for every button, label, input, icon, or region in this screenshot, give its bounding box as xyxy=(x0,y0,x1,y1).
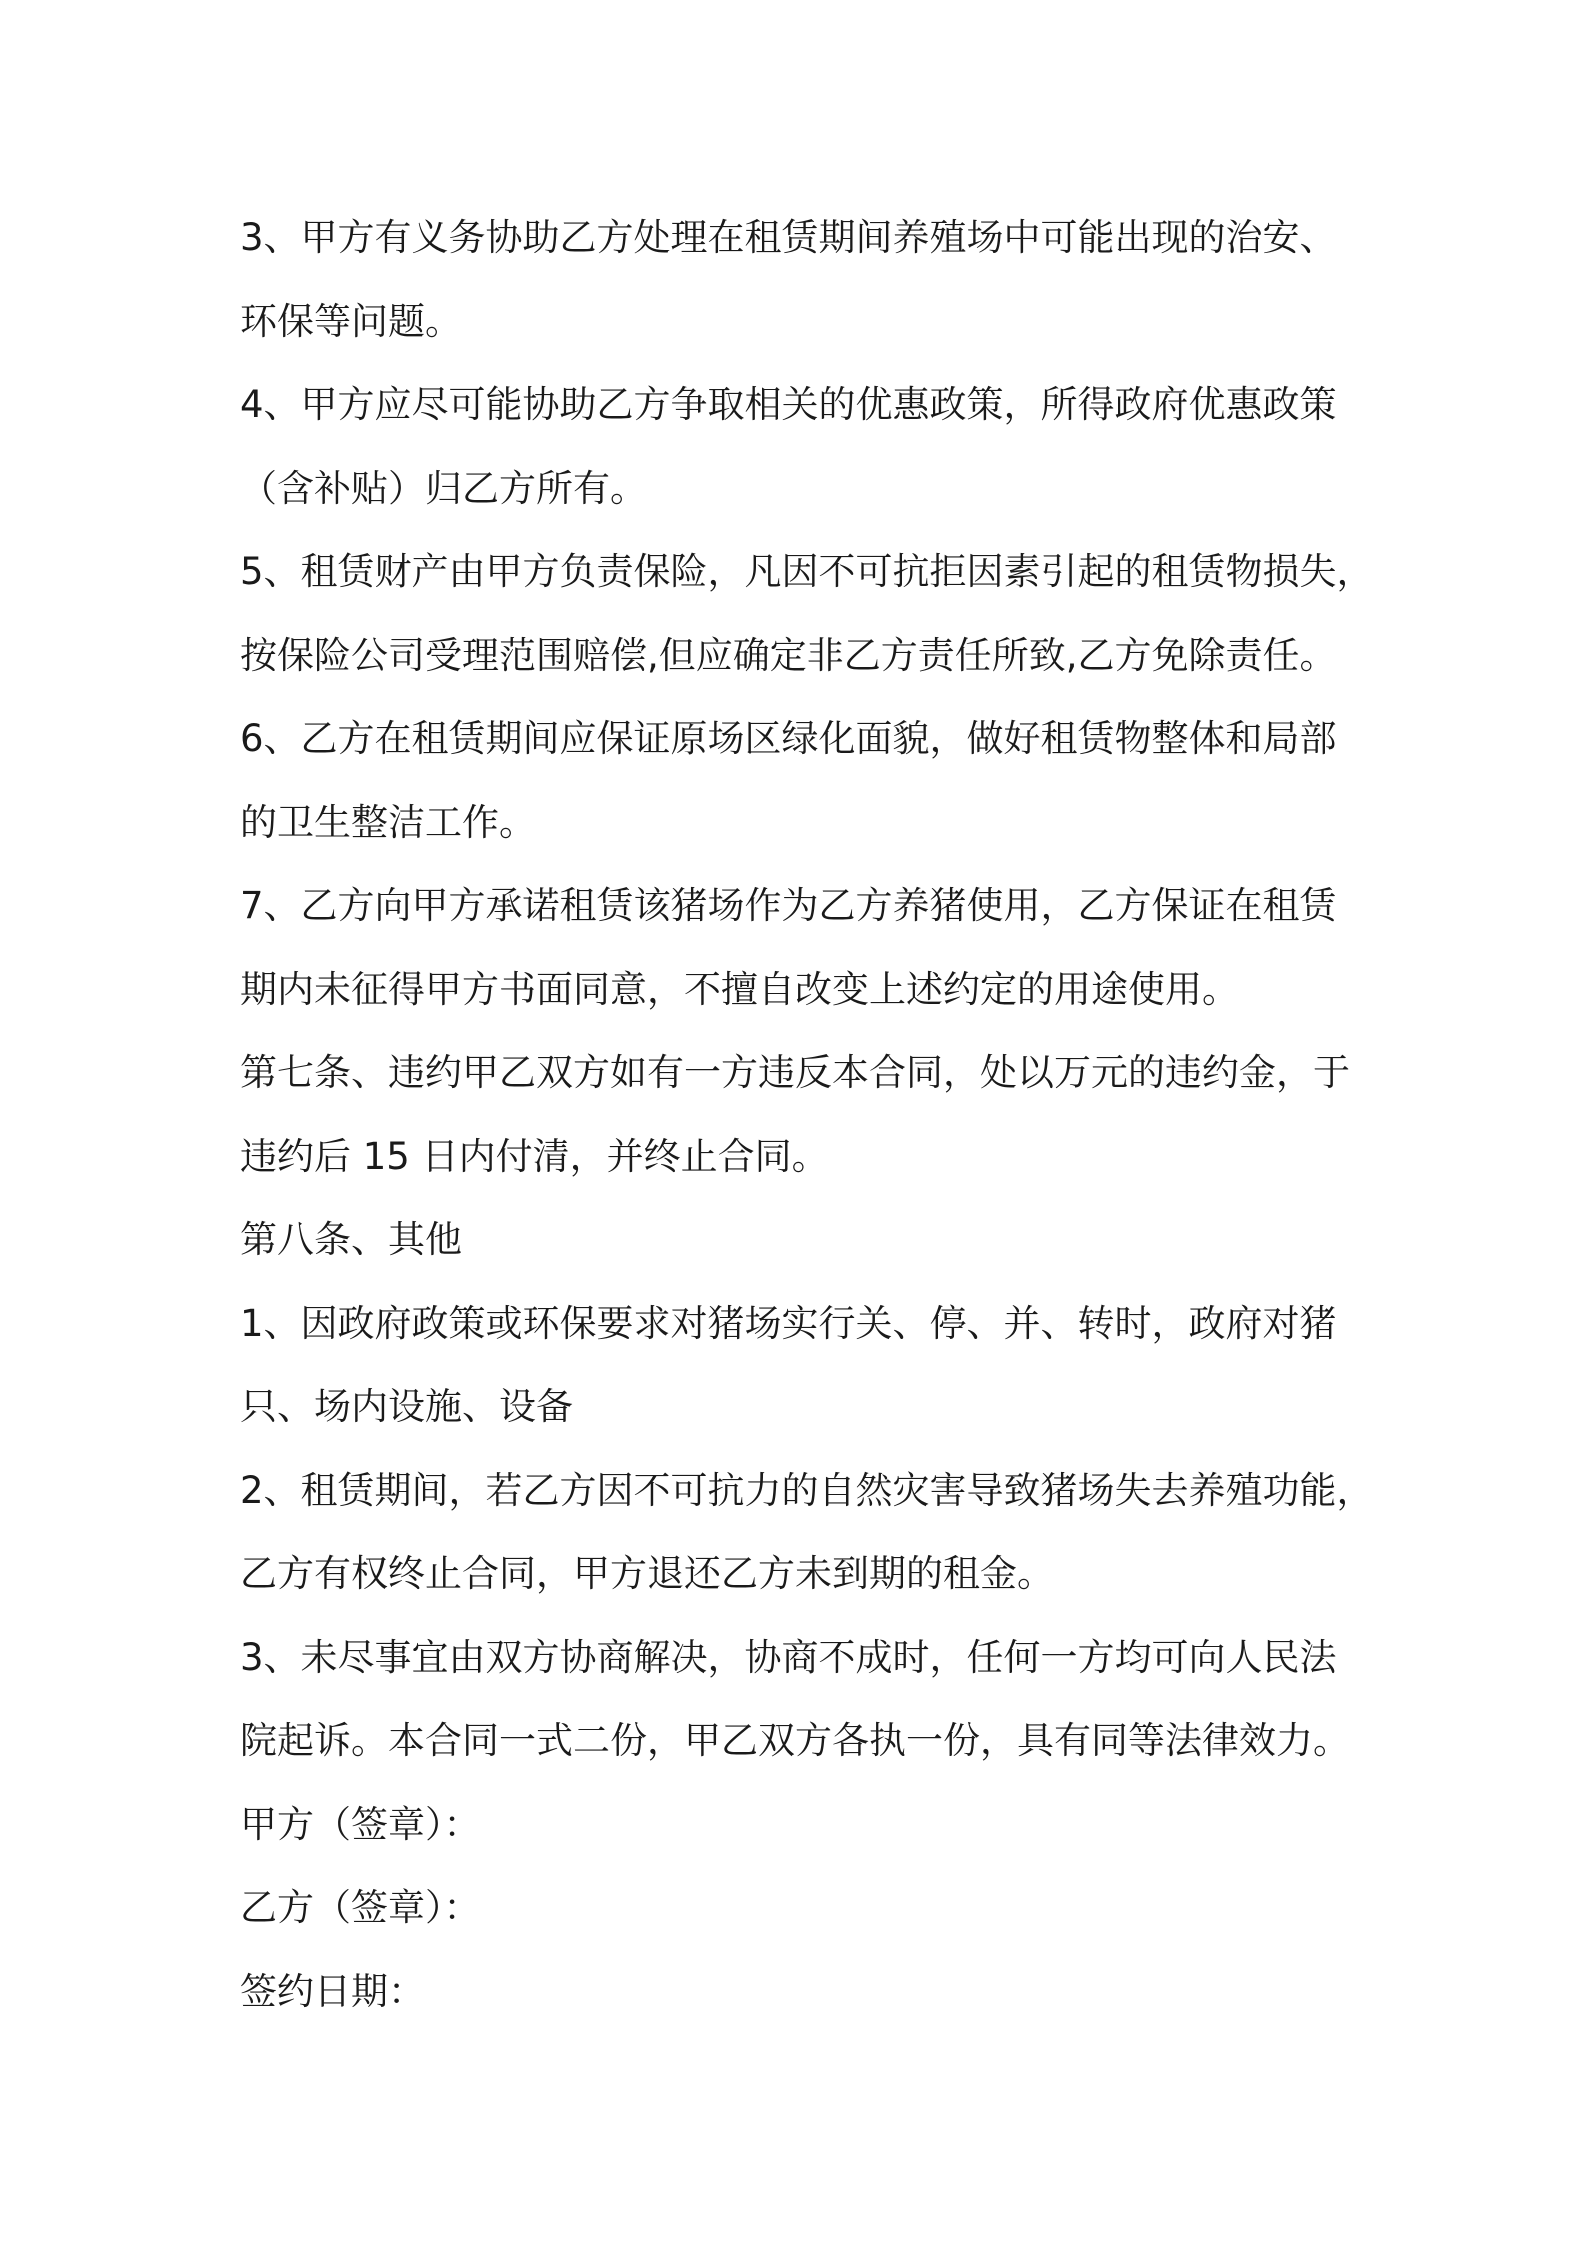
party-a-signature: 甲方（签章）： xyxy=(240,1802,481,1846)
clause-7-line-2: 期内未征得甲方书面同意，不擅自改变上述约定的用途使用。 xyxy=(240,967,1239,1011)
article-8-item-2-line-2: 乙方有权终止合同，甲方退还乙方未到期的租金。 xyxy=(240,1552,1054,1595)
article-8-item-3-line-2: 院起诉。本合同一式二份，甲乙双方各执一份，具有同等法律效力。 xyxy=(240,1719,1350,1762)
clause-3-line-2: 环保等问题。 xyxy=(240,299,462,343)
clause-4-line-2: （含补贴）归乙方所有。 xyxy=(240,466,647,510)
signing-date: 签约日期： xyxy=(240,1969,425,2013)
article-7-line-1: 第七条、违约甲乙双方如有一方违反本合同，处以万元的违约金，于 xyxy=(240,1051,1350,1094)
clause-6-line-1: 6、乙方在租赁期间应保证原场区绿化面貌，做好租赁物整体和局部 xyxy=(240,717,1337,760)
clause-7-line-1: 7、乙方向甲方承诺租赁该猪场作为乙方养猪使用，乙方保证在租赁 xyxy=(240,884,1337,927)
clause-5-line-2: 按保险公司受理范围赔偿,但应确定非乙方责任所致,乙方免除责任。 xyxy=(240,633,1337,677)
clause-4-line-1: 4、甲方应尽可能协助乙方争取相关的优惠政策，所得政府优惠政策 xyxy=(240,383,1337,426)
article-7-line-2: 违约后 15 日内付清，并终止合同。 xyxy=(240,1134,829,1178)
article-8-item-2-line-1: 2、租赁期间，若乙方因不可抗力的自然灾害导致猪场失去养殖功能， xyxy=(240,1468,1374,1512)
clause-5-line-1: 5、租赁财产由甲方负责保险，凡因不可抗拒因素引起的租赁物损失， xyxy=(240,550,1374,593)
document-body xyxy=(240,196,1380,2033)
article-8-item-1-line-1: 1、因政府政策或环保要求对猪场实行关、停、并、转时，政府对猪 xyxy=(240,1301,1337,1345)
clause-3-line-1: 3、甲方有义务协助乙方处理在租赁期间养殖场中可能出现的治安、 xyxy=(240,216,1337,259)
clause-6-line-2: 的卫生整洁工作。 xyxy=(240,800,536,844)
article-8-heading: 第八条、其他 xyxy=(240,1218,462,1261)
article-8-item-1-line-2: 只、场内设施、设备 xyxy=(240,1385,573,1428)
article-8-item-3-line-1: 3、未尽事宜由双方协商解决，协商不成时，任何一方均可向人民法 xyxy=(240,1635,1337,1679)
party-b-signature: 乙方（签章）： xyxy=(240,1886,481,1929)
